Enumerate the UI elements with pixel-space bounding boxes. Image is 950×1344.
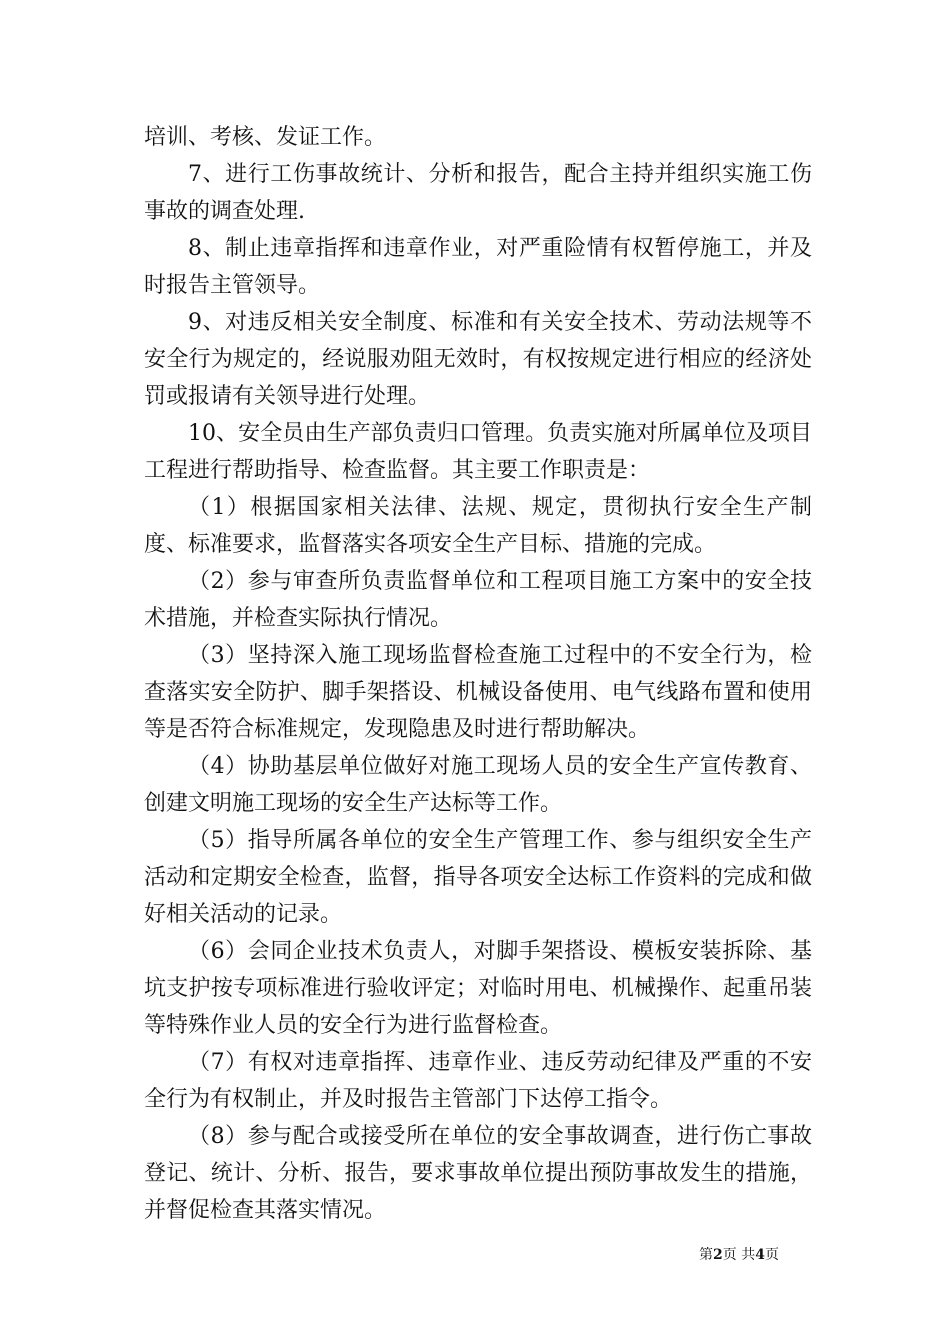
paragraph-0: 培训、考核、发证工作。 — [144, 125, 387, 150]
paragraph-11: （7）有权对违章指挥、违章作业、违反劳动纪律及严重的不安全行为有权制止，并及时报告主管部门下达停工指令。 — [144, 1050, 812, 1112]
paragraph-2: 8、制止违章指挥和违章作业，对严重险情有权暂停施工，并及时报告主管领导。 — [144, 236, 812, 298]
paragraph-7: （3）坚持深入施工现场监督检查施工过程中的不安全行为，检查落实安全防护、脚手架搭设、机械设备使用、电气线路布置和使用等是否符合标准规定，发现隐患及时进行帮助解决。 — [144, 643, 812, 742]
paragraph-5: （1）根据国家相关法律、法规、规定，贯彻执行安全生产制度、标准要求，监督落实各项安全生产目标、措施的完成。 — [144, 495, 812, 557]
paragraph-12: （8）参与配合或接受所在单位的安全事故调查，进行伤亡事故登记、统计、分析、报告，要求事故单位提出预防事故发生的措施，并督促检查其落实情况。 — [144, 1124, 812, 1223]
paragraph-1: 7、进行工伤事故统计、分析和报告，配合主持并组织实施工伤事故的调查处理. — [144, 162, 812, 224]
paragraph-9: （5）指导所属各单位的安全生产管理工作、参与组织安全生产活动和定期安全检查，监督，指导各项安全达标工作资料的完成和做好相关活动的记录。 — [144, 828, 812, 927]
footer-suffix: 页 — [764, 1247, 779, 1263]
paragraph-6: （2）参与审查所负责监督单位和工程项目施工方案中的安全技术措施，并检查实际执行情况。 — [144, 569, 812, 631]
footer-prefix: 第 — [699, 1247, 713, 1263]
paragraph-3: 9、对违反相关安全制度、标准和有关安全技术、劳动法规等不安全行为规定的，经说服劝阻无效时，有权按规定进行相应的经济处罚或报请有关领导进行处理。 — [144, 310, 812, 409]
total-pages-number: 4 — [755, 1247, 765, 1263]
paragraph-8: （4）协助基层单位做好对施工现场人员的安全生产宣传教育、创建文明施工现场的安全生产达标等工作。 — [144, 754, 812, 816]
paragraph-4: 10、安全员由生产部负责归口管理。负责实施对所属单位及项目工程进行帮助指导、检查监督。其主要工作职责是： — [144, 421, 812, 483]
document-body — [144, 119, 812, 1229]
current-page-number: 2 — [713, 1247, 723, 1263]
footer-middle: 页 共 — [722, 1247, 756, 1263]
paragraph-10: （6）会同企业技术负责人，对脚手架搭设、模板安装拆除、基坑支护按专项标准进行验收评定；对临时用电、机械操作、起重吊装等特殊作业人员的安全行为进行监督检查。 — [144, 939, 812, 1038]
page-number-footer — [699, 1246, 779, 1264]
